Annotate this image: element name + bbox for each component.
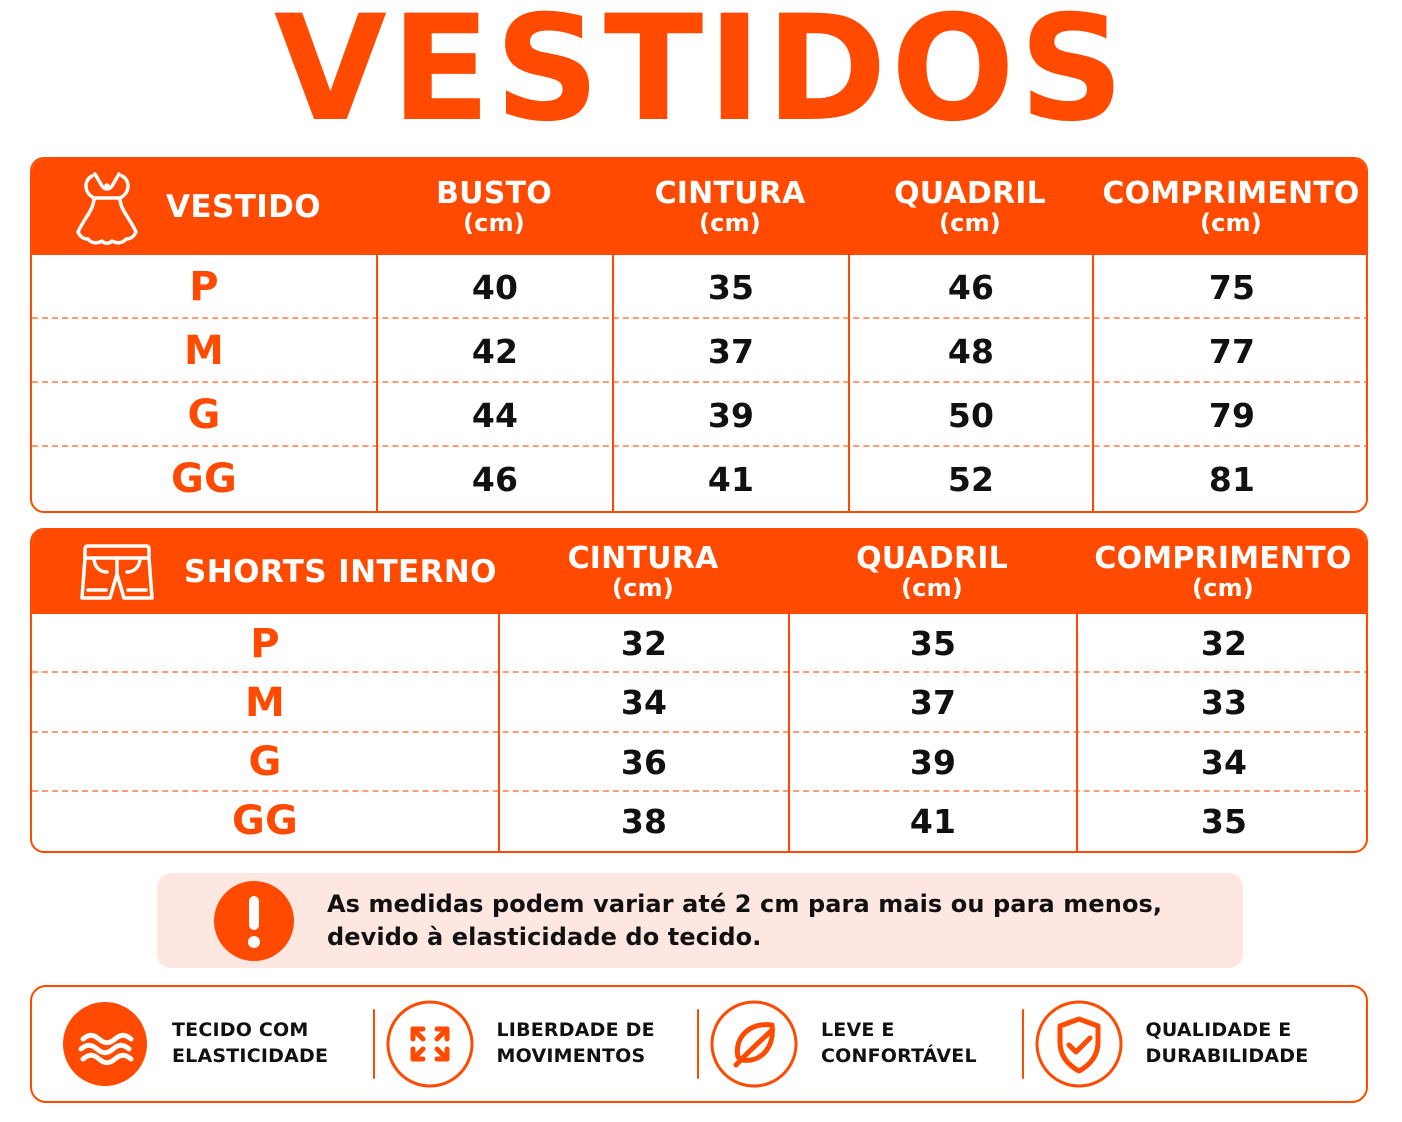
size-label: M bbox=[183, 328, 224, 374]
page-title: VESTIDOS bbox=[273, 0, 1129, 154]
table-row bbox=[32, 447, 1368, 511]
shorts-quadril-value: 37 bbox=[788, 673, 1076, 732]
note-line-1: As medidas podem variar até 2 cm para mais ou para menos, bbox=[327, 890, 1163, 919]
dress-busto-value: 46 bbox=[376, 447, 612, 511]
leaf-icon bbox=[709, 999, 799, 1089]
dress-busto-value: 40 bbox=[376, 255, 612, 319]
shorts-col-comprimento-label: COMPRIMENTO bbox=[1094, 540, 1352, 576]
dress-comprimento-value: 79 bbox=[1092, 383, 1368, 447]
features-bar bbox=[30, 985, 1368, 1103]
shorts-header-title bbox=[32, 540, 498, 604]
dress-col-cintura-unit: (cm) bbox=[699, 209, 761, 238]
dress-header-label: VESTIDO bbox=[166, 189, 322, 225]
feature-label: LEVE E CONFORTÁVEL bbox=[821, 1019, 977, 1067]
note-text bbox=[327, 888, 1162, 953]
dress-cintura-value: 37 bbox=[612, 319, 848, 383]
shorts-quadril-value: 39 bbox=[788, 733, 1076, 792]
table-row bbox=[32, 383, 1368, 447]
feature-comfort bbox=[699, 987, 1024, 1101]
dress-size-table bbox=[30, 157, 1368, 513]
table-row bbox=[32, 733, 1368, 792]
exclamation-icon bbox=[213, 880, 295, 962]
table-row bbox=[32, 319, 1368, 383]
dress-comprimento-value: 75 bbox=[1092, 255, 1368, 319]
shorts-cintura-value: 34 bbox=[498, 673, 788, 732]
dress-table bbox=[32, 159, 1366, 511]
shorts-comprimento-value: 35 bbox=[1076, 792, 1368, 851]
size-label: P bbox=[250, 620, 280, 667]
shorts-col-comprimento-unit: (cm) bbox=[1192, 574, 1254, 603]
dress-col-quadril-unit: (cm) bbox=[939, 209, 1001, 238]
feature-label: TECIDO COM ELASTICIDADE bbox=[172, 1019, 329, 1067]
table-row bbox=[32, 255, 1368, 319]
dress-cintura-value: 39 bbox=[612, 383, 848, 447]
shorts-size-table bbox=[30, 528, 1368, 853]
size-label: G bbox=[248, 739, 282, 786]
shorts-cintura-value: 36 bbox=[498, 733, 788, 792]
note-line-2: devido à elasticidade do tecido. bbox=[327, 922, 762, 951]
shorts-table bbox=[32, 530, 1366, 851]
dress-col-busto-unit: (cm) bbox=[463, 209, 525, 238]
table-row bbox=[32, 673, 1368, 732]
shorts-comprimento-value: 32 bbox=[1076, 614, 1368, 673]
shorts-col-quadril-label: QUADRIL bbox=[856, 540, 1008, 576]
dress-icon bbox=[72, 168, 142, 246]
shorts-col-quadril-unit: (cm) bbox=[901, 574, 963, 603]
dress-col-comprimento-label: COMPRIMENTO bbox=[1102, 175, 1360, 211]
dress-comprimento-value: 81 bbox=[1092, 447, 1368, 511]
arrows-expand-icon bbox=[385, 999, 475, 1089]
dress-busto-value: 44 bbox=[376, 383, 612, 447]
feature-movement bbox=[375, 987, 700, 1101]
shorts-comprimento-value: 33 bbox=[1076, 673, 1368, 732]
shorts-table-header bbox=[32, 530, 1368, 614]
feature-label: LIBERDADE DE MOVIMENTOS bbox=[496, 1019, 655, 1067]
dress-col-quadril-label: QUADRIL bbox=[894, 175, 1046, 211]
dress-table-body bbox=[32, 255, 1368, 511]
size-label: G bbox=[187, 392, 221, 438]
shorts-quadril-value: 41 bbox=[788, 792, 1076, 851]
dress-quadril-value: 46 bbox=[848, 255, 1092, 319]
dress-quadril-value: 50 bbox=[848, 383, 1092, 447]
dress-quadril-value: 52 bbox=[848, 447, 1092, 511]
feature-elasticity bbox=[50, 987, 375, 1101]
size-label: P bbox=[189, 264, 219, 310]
shorts-col-cintura bbox=[498, 540, 788, 603]
dress-col-quadril bbox=[848, 175, 1092, 238]
shorts-col-cintura-unit: (cm) bbox=[612, 574, 674, 603]
dress-quadril-value: 48 bbox=[848, 319, 1092, 383]
shorts-header-label: SHORTS INTERNO bbox=[184, 554, 497, 590]
table-row bbox=[32, 792, 1368, 851]
shorts-table-body bbox=[32, 614, 1368, 851]
shorts-cintura-value: 38 bbox=[498, 792, 788, 851]
feature-quality bbox=[1024, 987, 1349, 1101]
dress-col-busto bbox=[376, 175, 612, 238]
shorts-col-quadril bbox=[788, 540, 1076, 603]
shorts-icon bbox=[76, 540, 158, 604]
shorts-quadril-value: 35 bbox=[788, 614, 1076, 673]
dress-col-cintura-label: CINTURA bbox=[654, 175, 806, 211]
dress-table-header bbox=[32, 159, 1368, 255]
dress-comprimento-value: 77 bbox=[1092, 319, 1368, 383]
dress-cintura-value: 41 bbox=[612, 447, 848, 511]
dress-col-comprimento-unit: (cm) bbox=[1200, 209, 1262, 238]
dress-cintura-value: 35 bbox=[612, 255, 848, 319]
size-label: GG bbox=[231, 798, 299, 845]
table-row bbox=[32, 614, 1368, 673]
shorts-col-cintura-label: CINTURA bbox=[567, 540, 719, 576]
dress-col-cintura bbox=[612, 175, 848, 238]
waves-icon bbox=[60, 999, 150, 1089]
size-label: GG bbox=[170, 456, 238, 502]
size-label: M bbox=[244, 679, 285, 726]
dress-busto-value: 42 bbox=[376, 319, 612, 383]
dress-header-title bbox=[32, 168, 376, 246]
shield-check-icon bbox=[1034, 999, 1124, 1089]
measurements-note bbox=[157, 873, 1243, 968]
feature-label: QUALIDADE E DURABILIDADE bbox=[1145, 1019, 1309, 1067]
shorts-cintura-value: 32 bbox=[498, 614, 788, 673]
shorts-col-comprimento bbox=[1076, 540, 1368, 603]
shorts-comprimento-value: 34 bbox=[1076, 733, 1368, 792]
dress-col-comprimento bbox=[1092, 175, 1368, 238]
dress-col-busto-label: BUSTO bbox=[436, 175, 552, 211]
